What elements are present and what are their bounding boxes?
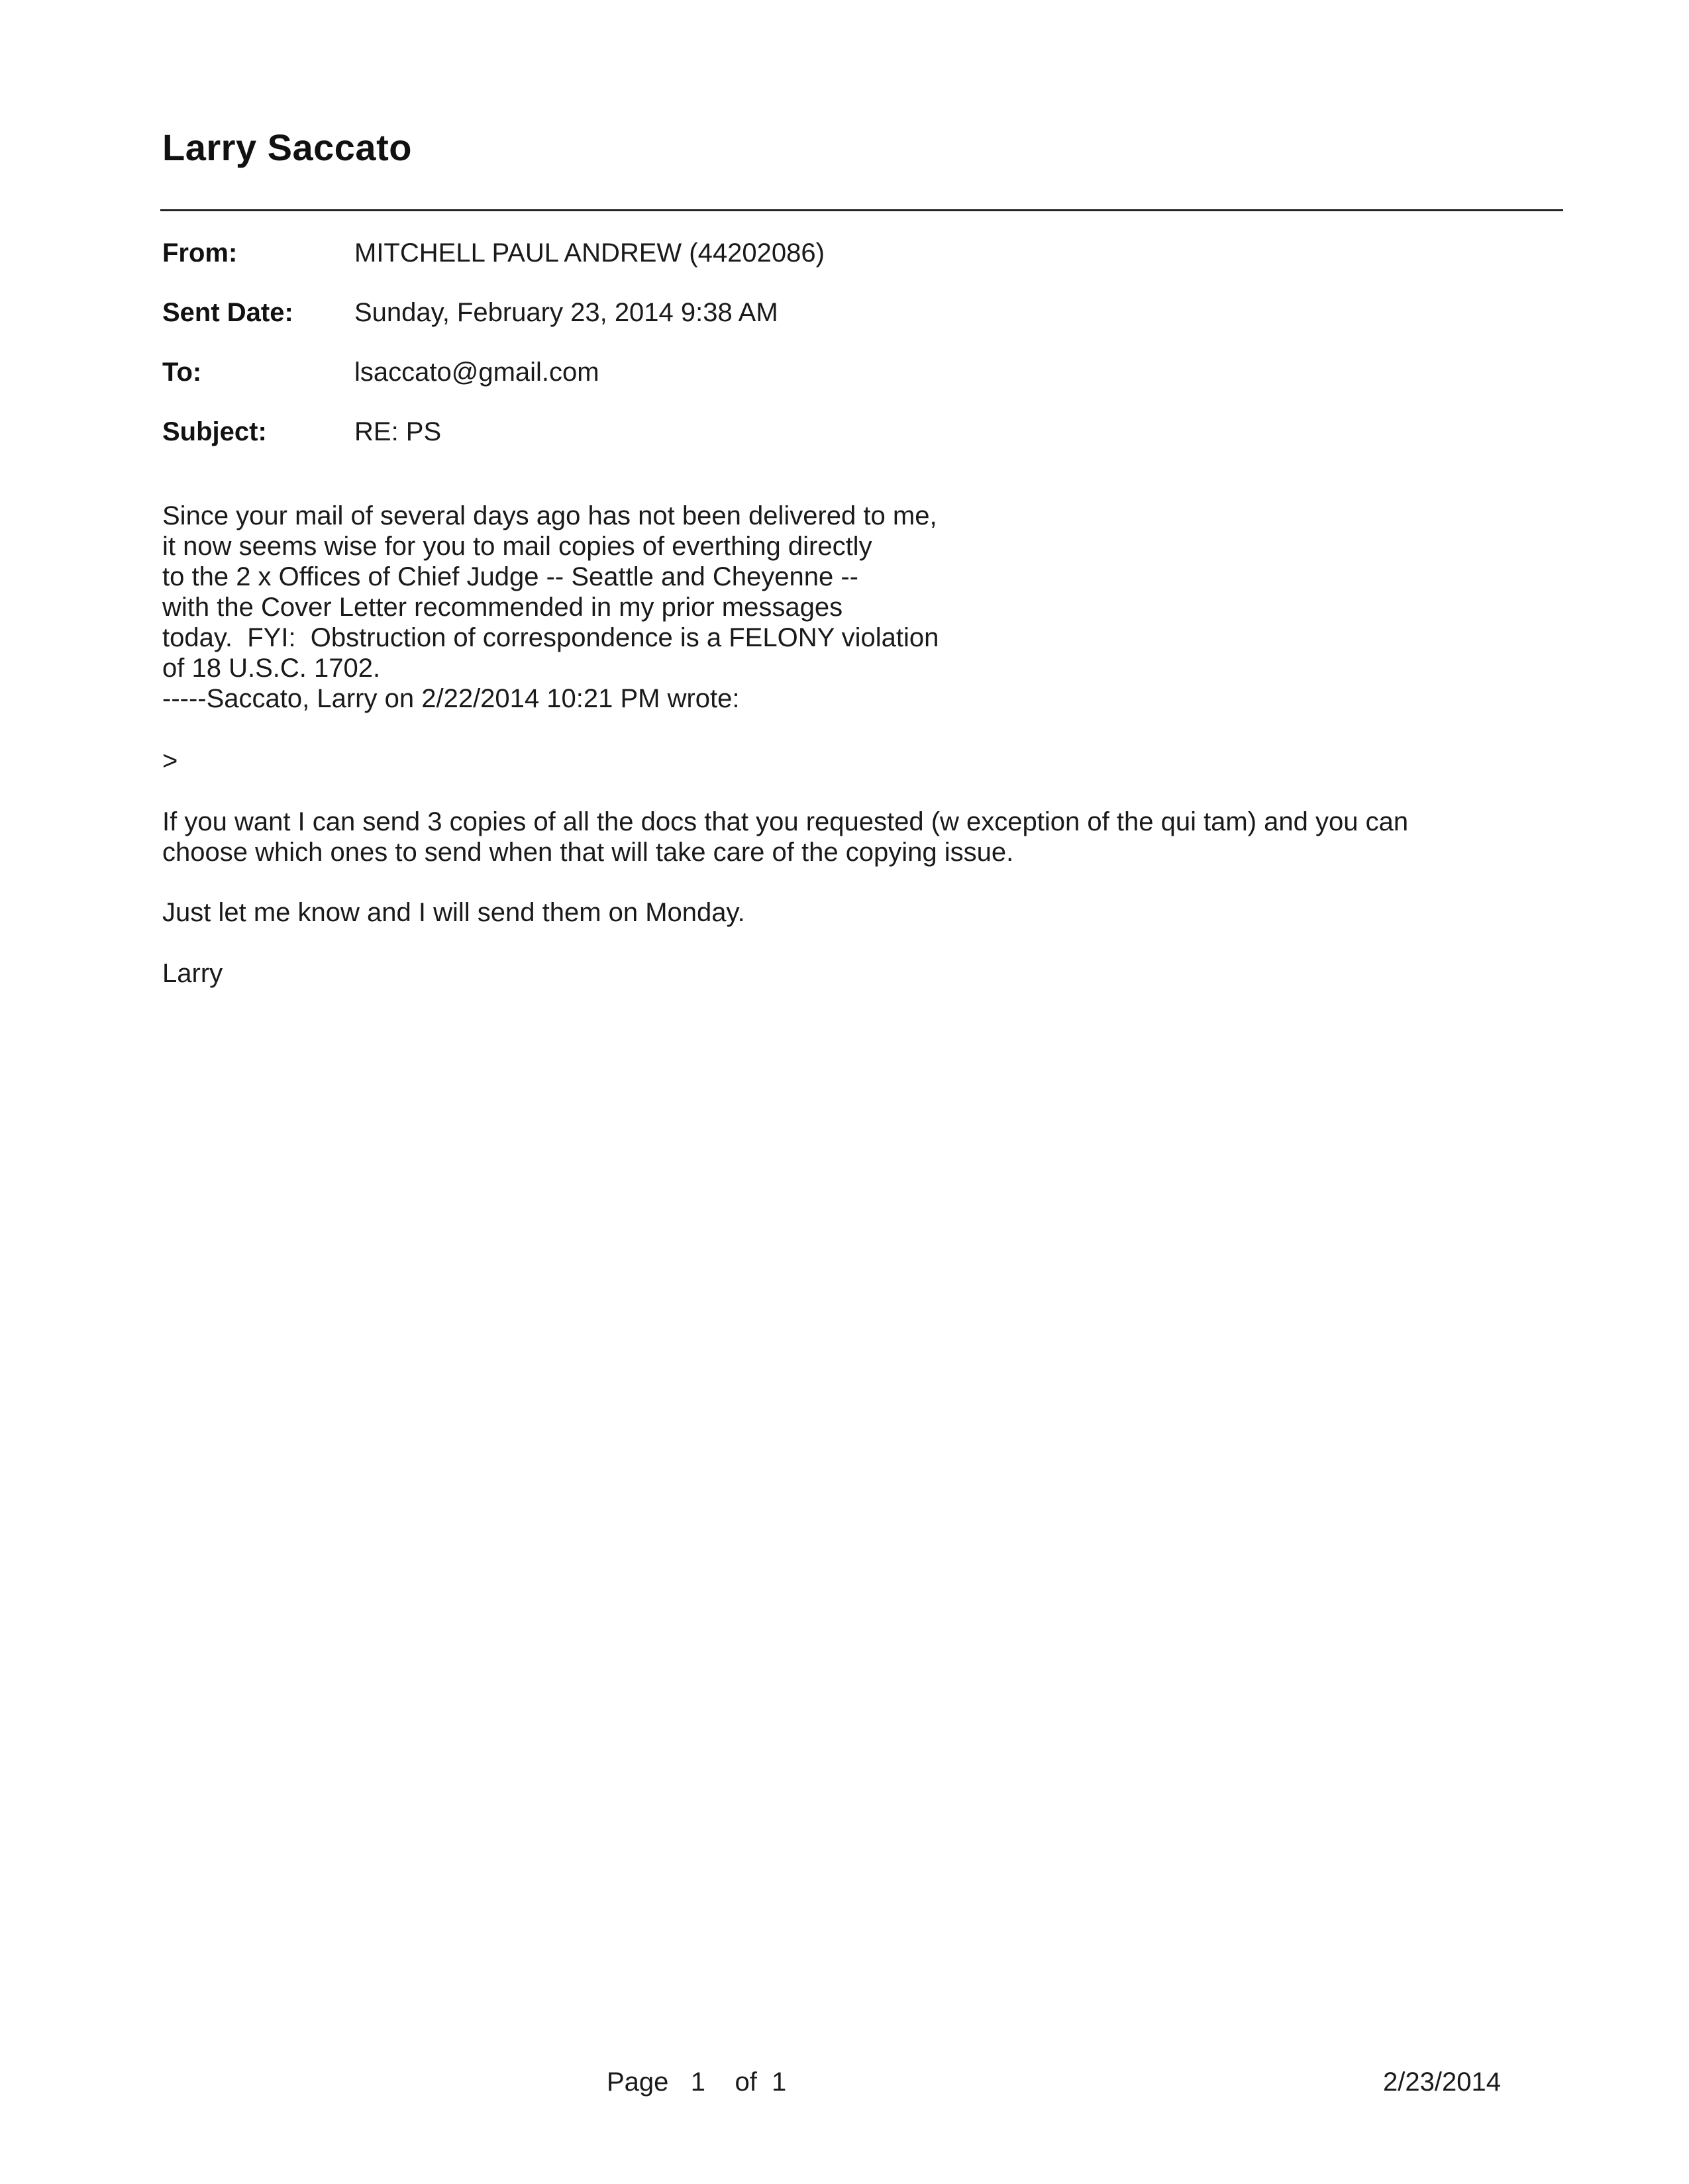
to-value: lsaccato@gmail.com [354, 358, 599, 387]
from-label: From: [162, 238, 238, 268]
signoff: Larry [162, 959, 223, 988]
from-value: MITCHELL PAUL ANDREW (44202086) [354, 238, 825, 268]
quote-marker: > [162, 746, 178, 775]
to-label: To: [162, 358, 202, 387]
sent-date-value: Sunday, February 23, 2014 9:38 AM [354, 298, 778, 327]
body-paragraph-2: If you want I can send 3 copies of all the docs that you requested (w exception of the qui tam) and you can choose which ones to send when that will take care of the copying issue. [162, 807, 1409, 867]
subject-label: Subject: [162, 417, 267, 446]
document-title: Larry Saccato [162, 126, 412, 168]
header-divider [160, 209, 1563, 211]
page-number: Page 1 of 1 [607, 2067, 787, 2097]
footer-date: 2/23/2014 [1383, 2067, 1501, 2097]
body-paragraph-1: Since your mail of several days ago has not been delivered to me, it now seems wise for you to mail copies of everthing directly to the 2 x Offices of Chief Judge -- Seattle and Cheyenne -- with the Cover Letter recommended in my prior messages today. FYI: Obstruction of correspondence is a FELONY violation of 18 U.S.C. 1702. -----Saccato, Larry on 2/22/2014 10:21 PM wrote: [162, 501, 939, 713]
subject-value: RE: PS [354, 417, 442, 446]
sent-date-label: Sent Date: [162, 298, 293, 327]
body-paragraph-3: Just let me know and I will send them on Monday. [162, 898, 745, 927]
